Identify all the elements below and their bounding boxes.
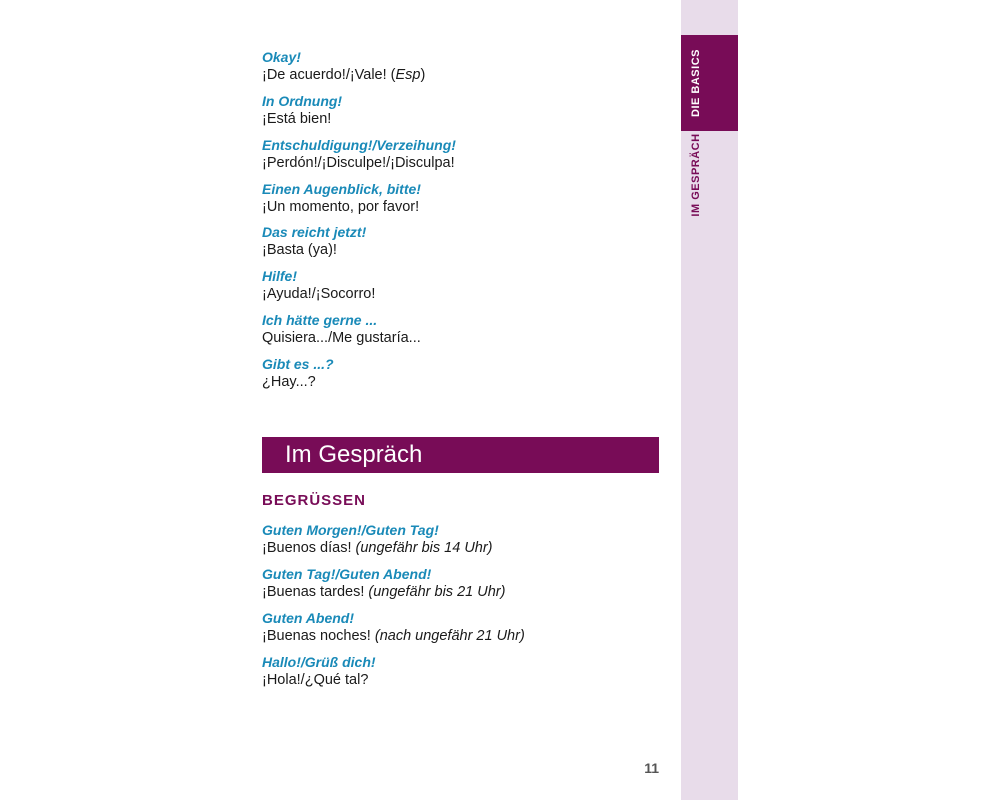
spanish-translation: ¡Buenos días! (ungefähr bis 14 Uhr) [262, 540, 493, 556]
spanish-translation: Quisiera.../Me gustaría... [262, 330, 421, 346]
spanish-translation: ¡Un momento, por favor! [262, 199, 420, 215]
german-phrase: Entschuldigung!/Verzeihung! [262, 137, 456, 153]
section-header-bar [262, 437, 659, 473]
phrase-entry [262, 311, 662, 347]
subsection-heading: BEGRÜSSEN [262, 492, 367, 509]
phrase-entry [262, 521, 662, 557]
spanish-translation: ¿Hay...? [262, 374, 316, 390]
spanish-translation: ¡Buenas tardes! (ungefähr bis 21 Uhr) [262, 584, 506, 600]
german-phrase: Guten Tag!/Guten Abend! [262, 566, 432, 582]
phrase-entry [262, 136, 662, 172]
spanish-translation: ¡Hola!/¿Qué tal? [262, 672, 369, 688]
phrase-entry [262, 223, 662, 259]
german-phrase: Hallo!/Grüß dich! [262, 654, 376, 670]
spanish-translation: ¡Perdón!/¡Disculpe!/¡Disculpa! [262, 155, 455, 171]
side-tab-im-gespraech[interactable]: IM GESPRÄCH [690, 133, 702, 217]
phrase-entry [262, 355, 662, 391]
phrase-entry [262, 565, 662, 601]
side-tab-label-active: DIE BASICS [690, 49, 702, 117]
phrase-entry [262, 180, 662, 216]
german-phrase: Ich hätte gerne ... [262, 312, 378, 328]
page-number: 11 [644, 760, 659, 776]
german-phrase: Guten Abend! [262, 610, 355, 626]
german-phrase: Guten Morgen!/Guten Tag! [262, 522, 439, 538]
german-phrase: In Ordnung! [262, 93, 343, 109]
spanish-translation: ¡De acuerdo!/¡Vale! (Esp) [262, 67, 426, 83]
phrase-entry [262, 609, 662, 645]
german-phrase: Hilfe! [262, 268, 297, 284]
german-phrase: Gibt es ...? [262, 356, 334, 372]
german-phrase: Das reicht jetzt! [262, 224, 367, 240]
german-phrase: Einen Augenblick, bitte! [262, 181, 421, 197]
spanish-translation: ¡Buenas noches! (nach ungefähr 21 Uhr) [262, 628, 525, 644]
phrase-entry-okay [262, 48, 662, 84]
section-title: Im Gespräch [285, 441, 423, 468]
phrase-entry [262, 653, 662, 689]
spanish-translation: ¡Ayuda!/¡Socorro! [262, 286, 376, 302]
german-phrase: Okay! [262, 49, 301, 65]
spanish-translation: ¡Está bien! [262, 111, 332, 127]
phrase-entry [262, 92, 662, 128]
phrase-entry [262, 267, 662, 303]
spanish-translation: ¡Basta (ya)! [262, 242, 337, 258]
